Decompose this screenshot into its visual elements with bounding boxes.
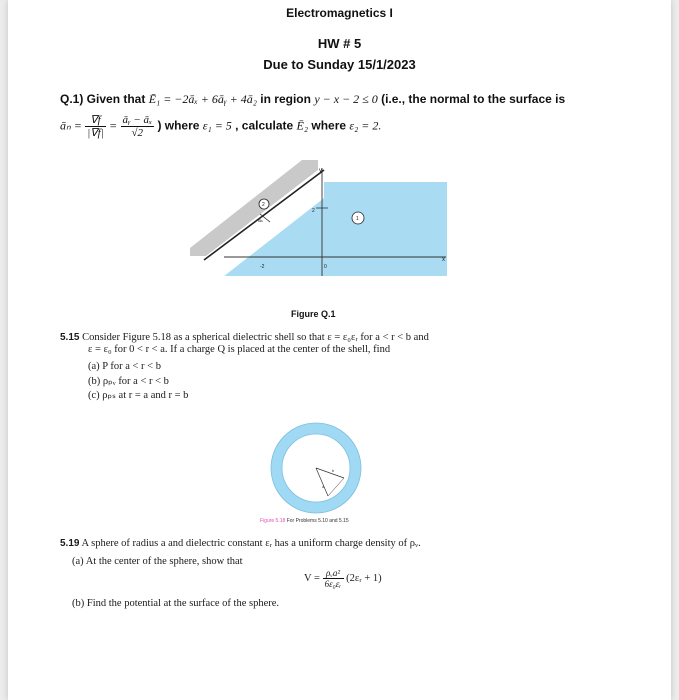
q1-vector-fraction xyxy=(121,114,155,139)
tick-label-0: 0 xyxy=(324,264,327,270)
p519-formula xyxy=(304,568,382,589)
p519-v-rest: (2εᵣ + 1) xyxy=(346,572,382,584)
q1-line-1 xyxy=(60,92,565,107)
p519-v-num: ρᵥa² xyxy=(323,568,344,579)
q1-where: ) where xyxy=(157,118,200,133)
q1-calculate: , calculate xyxy=(235,118,294,133)
region-2-label: 2 xyxy=(262,202,265,208)
tick-label-neg2: -2 xyxy=(260,264,265,270)
p519-text-1: A sphere of radius a and dielectric constant εᵣ has a uniform charge density of ρᵥ. xyxy=(81,538,421,549)
q1-e1-expression: Ē₁ = −2āₓ + 6āᵧ + 4ā₂ xyxy=(148,92,257,106)
axis-label-y: y xyxy=(319,168,322,174)
course-title: Electromagnetics I xyxy=(286,6,393,20)
p515-line-1 xyxy=(60,332,429,343)
label-b: b xyxy=(332,468,335,473)
figure-q1 xyxy=(184,160,456,280)
p515-part-c: (c) ρₚₛ at r = a and r = b xyxy=(88,390,189,401)
shell-caption-rest: For Problems 5.10 and 5.15 xyxy=(286,518,349,524)
p519-part-b: (b) Find the potential at the surface of the sphere. xyxy=(72,598,280,609)
shell-caption-fig: Figure 5.18 xyxy=(260,518,286,524)
tick-label-2: 2 xyxy=(312,208,315,214)
q1-line-2 xyxy=(60,114,381,139)
figure-shell xyxy=(258,420,374,518)
q1-region: y − x − 2 ≤ 0 xyxy=(314,92,378,106)
shell-caption xyxy=(260,518,349,524)
q1-grad-num: ∇f xyxy=(85,114,105,127)
due-date: Due to Sunday 15/1/2023 xyxy=(263,57,416,72)
q1-label: Q.1) Given that xyxy=(60,92,146,106)
p519-v-fraction xyxy=(323,568,344,589)
q1-vec-den: √2 xyxy=(131,127,144,139)
q1-an: āₙ = xyxy=(60,118,82,133)
p515-text-1: Consider Figure 5.18 as a spherical dielectric shell so that ε = ε₀εᵣ for a < r < b and xyxy=(82,332,429,343)
axis-label-x: x xyxy=(442,257,445,263)
p519-line-1 xyxy=(60,538,421,549)
q1-gradient-fraction xyxy=(85,114,105,139)
p515-part-b: (b) ρₚᵥ for a < r < b xyxy=(88,376,169,387)
q1-eps2: ε₂ = 2. xyxy=(349,118,382,133)
q1-where-2: where xyxy=(311,118,347,133)
p519-v-den: 6ε₀εᵣ xyxy=(324,579,342,589)
q1-normal-text: (i.e., the normal to the surface is xyxy=(381,92,566,106)
q1-e2: Ē₂ xyxy=(296,118,309,133)
p519-number: 5.19 xyxy=(60,538,80,549)
p515-part-a: (a) P for a < r < b xyxy=(88,361,161,372)
normal-label: aₙ xyxy=(258,218,263,224)
p519-v-lhs: V = xyxy=(304,572,320,584)
region-1-label: 1 xyxy=(356,216,359,222)
document-page xyxy=(8,0,671,700)
q1-vec-num: āᵧ − āₓ xyxy=(122,114,153,126)
label-a: a xyxy=(322,484,325,489)
q1-eps1: ε₁ = 5 xyxy=(202,118,232,133)
p515-line-2: ε = ε₀ for 0 < r < a. If a charge Q is placed at the center of the shell, find xyxy=(88,344,391,355)
figure-q1-caption: Figure Q.1 xyxy=(291,309,336,319)
homework-title: HW # 5 xyxy=(317,36,362,51)
q1-in-region: in region xyxy=(260,92,311,106)
p519-part-a: (a) At the center of the sphere, show that xyxy=(72,556,243,567)
p515-number: 5.15 xyxy=(60,332,80,343)
q1-grad-den: |∇f| xyxy=(87,127,104,139)
q1-equals: = xyxy=(109,118,118,133)
